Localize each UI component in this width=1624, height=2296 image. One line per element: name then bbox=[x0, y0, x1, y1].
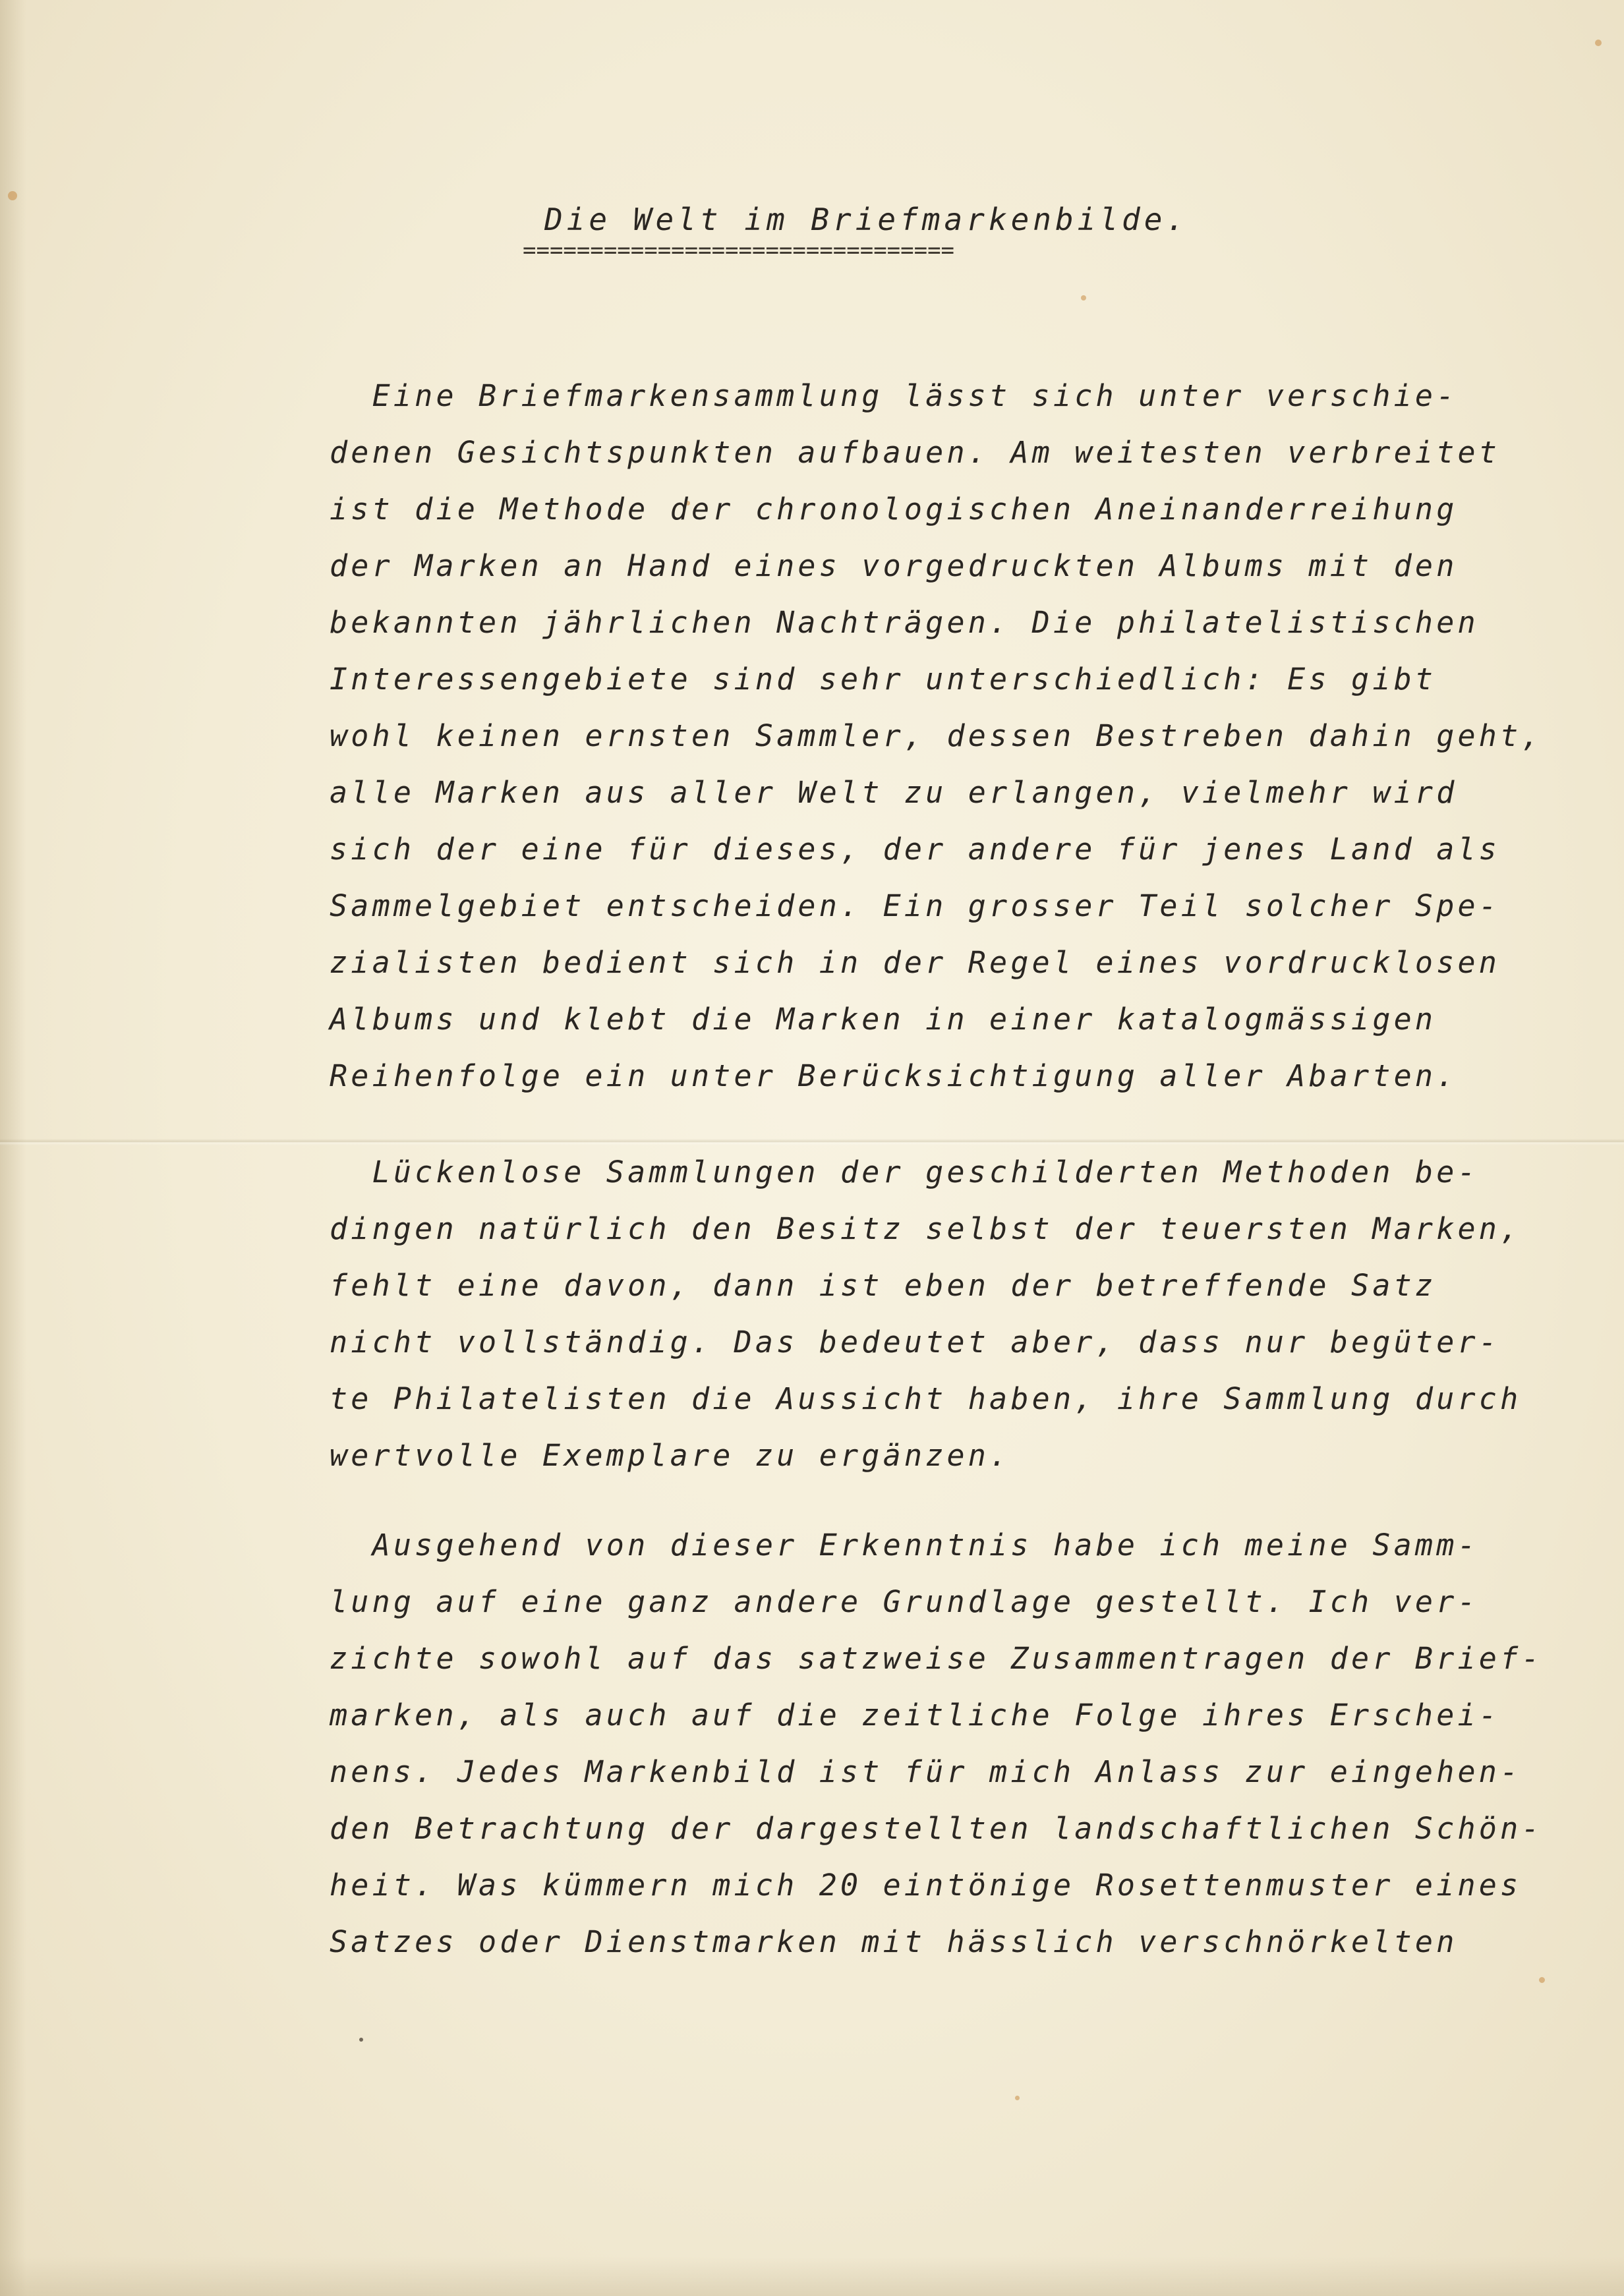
stain-spot bbox=[1015, 2096, 1020, 2100]
text-line: Satzes oder Dienstmarken mit hässlich verschnörkelten bbox=[330, 1924, 1458, 1959]
title-underline: ================================ bbox=[523, 237, 955, 264]
text-line: der Marken an Hand eines vorgedruckten Albums mit den bbox=[330, 548, 1458, 583]
text-line: ist die Methode der chronologischen Aneinanderreihung bbox=[330, 492, 1458, 527]
text-line: zialisten bedient sich in der Regel eines vordrucklosen bbox=[330, 945, 1501, 980]
text-line: Sammelgebiet entscheiden. Ein grosser Teil solcher Spe- bbox=[330, 888, 1501, 923]
stain-spot bbox=[359, 2038, 363, 2042]
text-line: heit. Was kümmern mich 20 eintönige Rosettenmuster eines bbox=[330, 1868, 1522, 1903]
text-line: bekannten jährlichen Nachträgen. Die philatelistischen bbox=[330, 605, 1479, 640]
text-line: te Philatelisten die Aussicht haben, ihre Sammlung durch bbox=[330, 1381, 1522, 1416]
text-line: wohl keinen ernsten Sammler, dessen Bestreben dahin geht, bbox=[330, 718, 1543, 753]
text-line: Ausgehend von dieser Erkenntnis habe ich meine Samm- bbox=[330, 1528, 1479, 1563]
fold-crease bbox=[0, 1139, 1624, 1145]
document-title: Die Welt im Briefmarkenbilde. bbox=[544, 202, 1189, 237]
text-line: nens. Jedes Markenbild ist für mich Anlass zur eingehen- bbox=[330, 1754, 1522, 1789]
text-line: Reihenfolge ein unter Berücksichtigung aller Abarten. bbox=[330, 1058, 1458, 1093]
text-line: denen Gesichtspunkten aufbauen. Am weitesten verbreitet bbox=[330, 435, 1501, 470]
text-line: dingen natürlich den Besitz selbst der teuersten Marken, bbox=[330, 1211, 1522, 1246]
stain-spot bbox=[1595, 40, 1602, 46]
text-line: Albums und klebt die Marken in einer katalogmässigen bbox=[330, 1002, 1437, 1037]
text-line: Lückenlose Sammlungen der geschilderten Methoden be- bbox=[330, 1155, 1479, 1190]
stain-spot bbox=[8, 191, 17, 200]
paper-edge-wear bbox=[0, 0, 26, 2296]
text-line: Eine Briefmarkensammlung lässt sich unter verschie- bbox=[330, 378, 1458, 413]
text-line: wertvolle Exemplare zu ergänzen. bbox=[330, 1438, 1011, 1473]
stain-spot bbox=[1081, 295, 1086, 301]
text-line: fehlt eine davon, dann ist eben der betreffende Satz bbox=[330, 1268, 1437, 1303]
text-line: sich der eine für dieses, der andere für jenes Land als bbox=[330, 832, 1501, 867]
text-line: marken, als auch auf die zeitliche Folge ihres Erschei- bbox=[330, 1698, 1501, 1733]
text-line: Interessengebiete sind sehr unterschiedlich: Es gibt bbox=[330, 662, 1437, 697]
text-line: nicht vollständig. Das bedeutet aber, dass nur begüter- bbox=[330, 1325, 1501, 1360]
text-line: lung auf eine ganz andere Grundlage gestellt. Ich ver- bbox=[330, 1584, 1479, 1619]
stain-spot bbox=[1539, 1977, 1545, 1983]
paper-bottom-wear bbox=[0, 2256, 1624, 2296]
text-line: zichte sowohl auf das satzweise Zusammentragen der Brief- bbox=[330, 1641, 1543, 1676]
text-line: den Betrachtung der dargestellten landschaftlichen Schön- bbox=[330, 1811, 1543, 1846]
text-line: alle Marken aus aller Welt zu erlangen, vielmehr wird bbox=[330, 775, 1458, 810]
